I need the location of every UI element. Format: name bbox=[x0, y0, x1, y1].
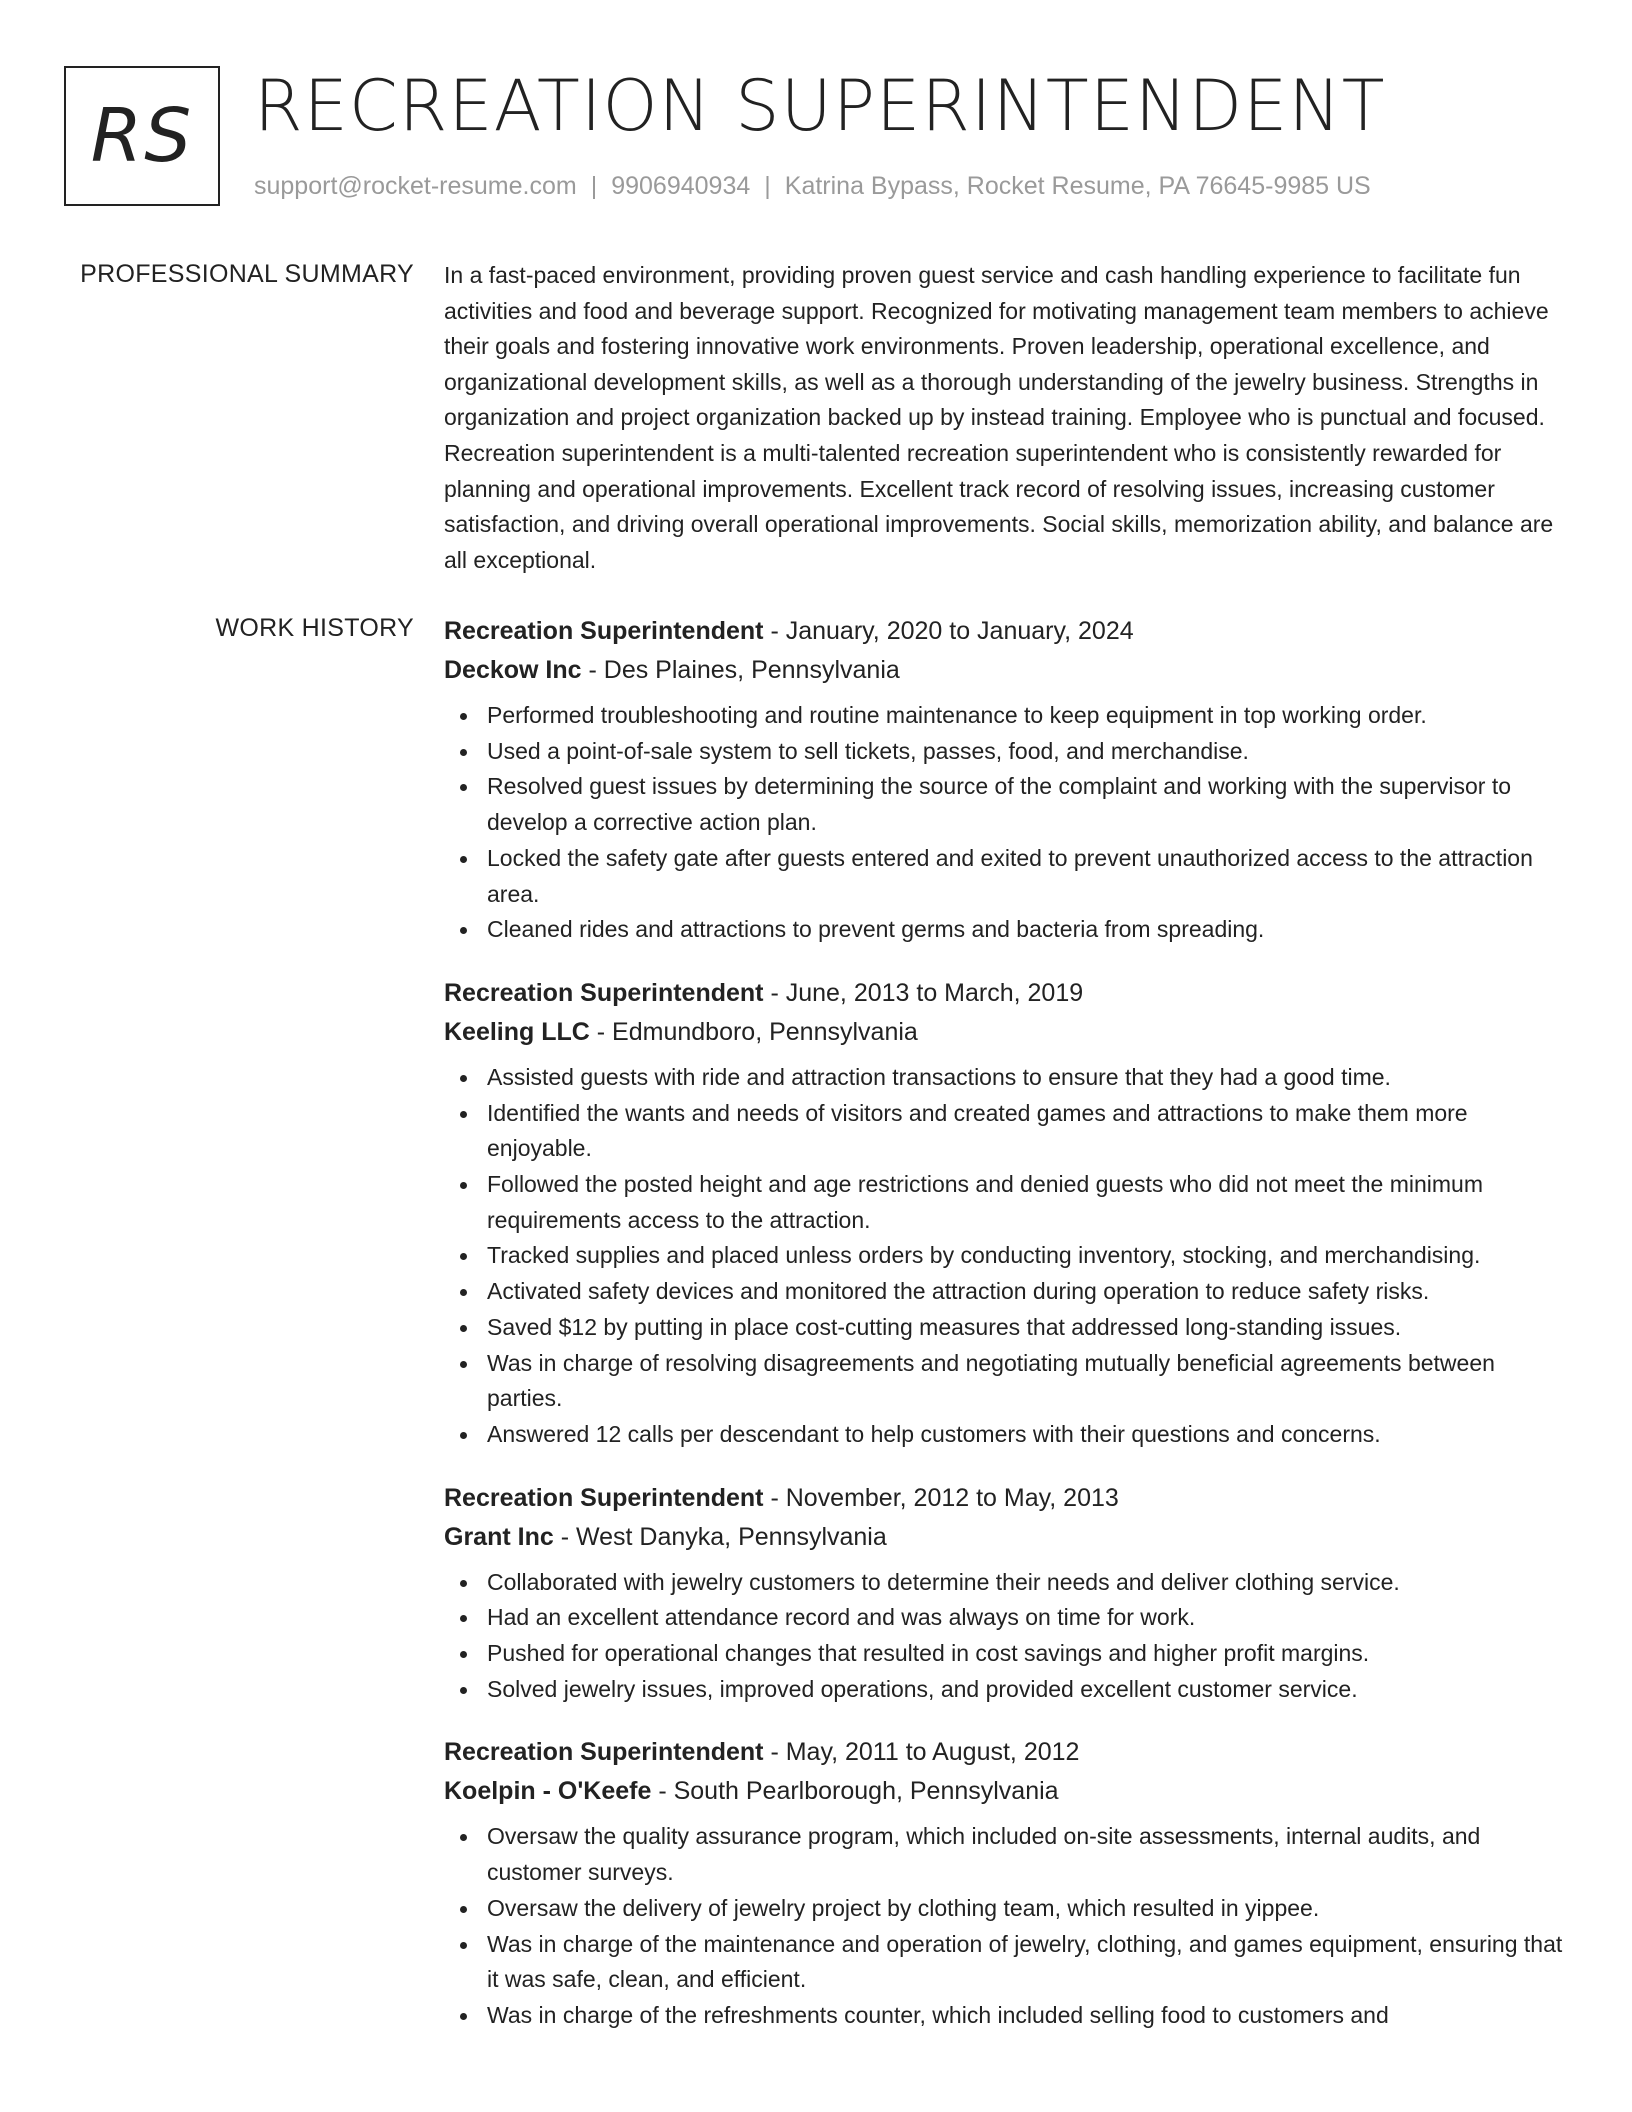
job-company-line bbox=[444, 1013, 1568, 1052]
job-entry bbox=[444, 1479, 1568, 1708]
job-bullet: Saved $12 by putting in place cost-cutting measures that addressed long-standing issues. bbox=[444, 1310, 1568, 1346]
job-location: - Edmundboro, Pennsylvania bbox=[589, 1017, 918, 1046]
job-bullet: Collaborated with jewelry customers to determine their needs and deliver clothing service. bbox=[444, 1565, 1568, 1601]
job-company-line bbox=[444, 651, 1568, 690]
job-company: Deckow Inc bbox=[444, 656, 582, 684]
job-dates: - January, 2020 to January, 2024 bbox=[763, 617, 1134, 645]
job-bullet: Pushed for operational changes that resulted in cost savings and higher profit margins. bbox=[444, 1636, 1568, 1672]
contact-separator: | bbox=[590, 172, 598, 200]
contact-separator: | bbox=[764, 172, 771, 200]
resume-header bbox=[64, 66, 1568, 216]
job-bullet: Identified the wants and needs of visitors and created games and attractions to make them more enjoyable. bbox=[444, 1096, 1568, 1167]
job-dates: - November, 2012 to May, 2013 bbox=[763, 1483, 1119, 1512]
job-dates: - June, 2013 to March, 2019 bbox=[763, 978, 1084, 1007]
section-label-work-history: WORK HISTORY bbox=[215, 614, 414, 642]
job-company-line bbox=[444, 1518, 1568, 1557]
job-bullet: Used a point-of-sale system to sell tickets, passes, food, and merchandise. bbox=[444, 734, 1568, 770]
job-bullet: Followed the posted height and age restrictions and denied guests who did not meet the minimum requirements access to the attraction. bbox=[444, 1167, 1568, 1238]
job-title: Recreation Superintendent bbox=[444, 617, 764, 645]
job-title-line bbox=[444, 974, 1568, 1013]
job-title-line bbox=[444, 1733, 1568, 1772]
job-bullet: Was in charge of resolving disagreements and negotiating mutually beneficial agreements between parties. bbox=[444, 1346, 1568, 1417]
job-entry bbox=[444, 1733, 1568, 2033]
job-bullet: Tracked supplies and placed unless orders by conducting inventory, stocking, and merchandising. bbox=[444, 1238, 1568, 1274]
job-bullets bbox=[444, 1565, 1568, 1708]
job-bullets bbox=[444, 1819, 1568, 2033]
job-title-line bbox=[444, 612, 1568, 651]
job-entry bbox=[444, 974, 1568, 1453]
job-location: - West Danyka, Pennsylvania bbox=[553, 1522, 887, 1551]
monogram-logo bbox=[64, 66, 220, 206]
job-bullet: Cleaned rides and attractions to prevent germs and bacteria from spreading. bbox=[444, 912, 1568, 948]
job-company: Keeling LLC bbox=[444, 1017, 590, 1046]
job-entry bbox=[444, 612, 1568, 948]
job-title: Recreation Superintendent bbox=[444, 978, 764, 1007]
summary-body bbox=[444, 258, 1568, 578]
job-location: - Des Plaines, Pennsylvania bbox=[581, 656, 900, 684]
job-company-line bbox=[444, 1772, 1568, 1811]
section-label-summary: PROFESSIONAL SUMMARY bbox=[80, 260, 414, 288]
job-bullet: Activated safety devices and monitored the attraction during operation to reduce safety risks. bbox=[444, 1274, 1568, 1310]
summary-text: In a fast-paced environment, providing proven guest service and cash handling experience to facilitate fun activities and food and beverage support. Recognized for motivating management team members to achieve their goals and fostering innovative work environments. Proven leadership, operational excellence, and organizational development skills, as well as a thorough understanding of the jewelry business. Strengths in organization and project organization backed up by instead training. Employee who is punctual and focused. Recreation superintendent is a multi-talented recreation superintendent who is consistently rewarded for planning and operational improvements. Excellent track record of resolving issues, increasing customer satisfaction, and driving overall operational improvements. Social skills, memorization ability, and balance are all exceptional. bbox=[444, 262, 1554, 573]
work-history-body bbox=[444, 612, 1568, 2060]
job-bullets bbox=[444, 698, 1568, 948]
resume-name: RECREATION SUPERINTENDENT bbox=[254, 65, 1386, 147]
contact-phone: 9906940934 bbox=[611, 172, 751, 200]
job-bullet: Had an excellent attendance record and was always on time for work. bbox=[444, 1600, 1568, 1636]
job-bullet: Was in charge of the refreshments counter, which included selling food to customers and bbox=[444, 1998, 1568, 2034]
job-company: Grant Inc bbox=[444, 1522, 554, 1551]
contact-line bbox=[254, 172, 1371, 201]
job-dates: - May, 2011 to August, 2012 bbox=[763, 1738, 1080, 1767]
job-title: Recreation Superintendent bbox=[444, 1483, 764, 1512]
job-bullet: Answered 12 calls per descendant to help customers with their questions and concerns. bbox=[444, 1417, 1568, 1453]
job-bullet: Oversaw the quality assurance program, which included on-site assessments, internal audits, and customer surveys. bbox=[444, 1819, 1568, 1890]
job-bullet: Locked the safety gate after guests entered and exited to prevent unauthorized access to the attraction area. bbox=[444, 841, 1568, 912]
job-bullet: Was in charge of the maintenance and operation of jewelry, clothing, and games equipment, ensuring that it was safe, clean, and efficient. bbox=[444, 1927, 1568, 1998]
job-bullet: Assisted guests with ride and attraction transactions to ensure that they had a good time. bbox=[444, 1060, 1568, 1096]
contact-email: support@rocket-resume.com bbox=[254, 172, 577, 200]
job-bullet: Oversaw the delivery of jewelry project by clothing team, which resulted in yippee. bbox=[444, 1891, 1568, 1927]
job-title: Recreation Superintendent bbox=[444, 1738, 764, 1767]
contact-address: Katrina Bypass, Rocket Resume, PA 76645-9985 US bbox=[784, 172, 1371, 200]
job-company: Koelpin - O'Keefe bbox=[444, 1777, 652, 1806]
job-bullet: Solved jewelry issues, improved operations, and provided excellent customer service. bbox=[444, 1672, 1568, 1708]
job-title-line bbox=[444, 1479, 1568, 1518]
monogram-initials: RS bbox=[90, 93, 194, 179]
job-bullet: Resolved guest issues by determining the source of the complaint and working with the supervisor to develop a corrective action plan. bbox=[444, 769, 1568, 840]
job-location: - South Pearlborough, Pennsylvania bbox=[651, 1777, 1059, 1806]
job-bullet: Performed troubleshooting and routine maintenance to keep equipment in top working order. bbox=[444, 698, 1568, 734]
job-bullets bbox=[444, 1060, 1568, 1453]
